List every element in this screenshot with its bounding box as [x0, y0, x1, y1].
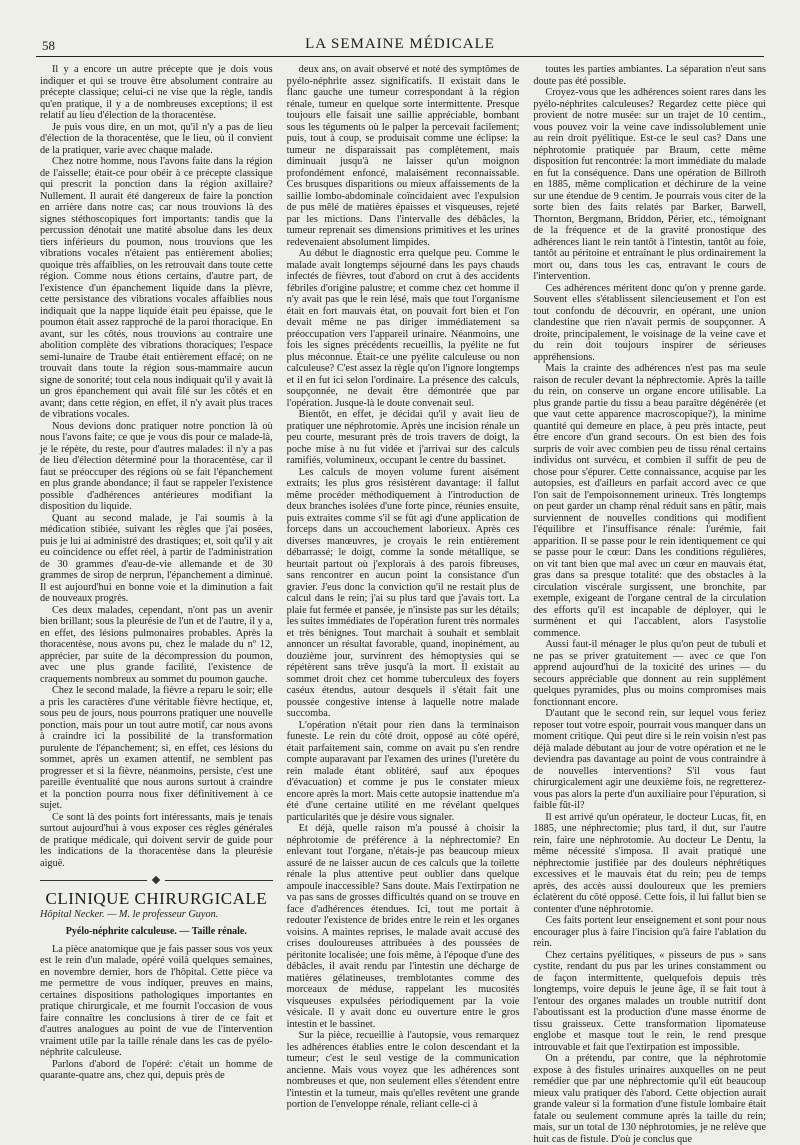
paragraph: Chez certains pyélitiques, « pisseurs de pus » sans cystite, rendant du pus par les urines constamment ou de façon intermittente, quelquefois depuis très longtemps, voire depuis le jeune âge, il se fait tout à l'entour des organes malades un trouble nutritif dont l'aboutissant est la production d'une masse énorme de tissu graisseux. Cette transformation lipomateuse englobe et masque tout le rein, le rend presque introuvable et fait que l'extirpation est impossible. [533, 949, 767, 1053]
paragraph: D'autant que le second rein, sur lequel vous feriez reposer tout votre espoir, pourrait vous manquer dans un moment critique. Qui peut dire si le rein voisin n'est pas déjà malade débutant au jour de votre opération et ne le deviendra pas davantage au point de vous contraindre à de nouvelles interventions? S'il vous faut chirurgicalement agir une deuxième fois, ne regretterez-vous pas alors la perte d'un auxiliaire pour l'épuration, si faible fût-il? [533, 708, 767, 811]
paragraph: L'opération n'était pour rien dans la terminaison funeste. Le rein du côté droit, opposé au côté opéré, était parfaitement sain, comme on avait pu s'en rendre compte auparavant par l'examen des urines (l'uretère du rein malade étant oblitéré, sauf aux époques d'évacuation) et comme je pus le constater mieux encore après la mort. Mais cette autopsie inattendue m'a été d'une certaine utilité en me révélant quelques particularités que je désire vous signaler. [286, 719, 520, 823]
paragraph: Aussi faut-il ménager le plus qu'on peut de tubuli et ne pas se priver gratuitement — avec ce que l'on apprend aujourd'hui de la toxicité des urines — du secours appréciable que donnent au rein supplément quelques pyramides, plus ou moins compromises mais fonctionnant encore. [533, 639, 767, 708]
paragraph: Bientôt, en effet, je décidai qu'il y avait lieu de pratiquer une néphrotomie. Après une incision rénale un peu courte, mesurant près de trois travers de doigt, la poche mise à nu fut vidée et j'arrivai sur des calculs ramifiés, volumineux, occupant le centre du bassinet. [286, 409, 520, 466]
paragraph: On a prétendu, par contre, que la néphrotomie expose à des fistules urinaires auxquelles on ne peut remédier que par une néphrectomie qu'il eût beaucoup mieux valu pratiquer dès l'abord. Cette objection aurait grande valeur si la formation d'une fistule lombaire était fatale ou seulement commune après la taille du rein; mais, sur un total de 130 néphrotomies, je ne relève que huit cas de fistule. D'où je conclus que [533, 1053, 767, 1145]
column-2 [287, 64, 520, 1115]
page-header [36, 36, 764, 57]
paragraph: Ces deux malades, cependant, n'ont pas un avenir bien brillant; sous la pleurésie de l'un et de l'autre, il y a, en effet, des lésions pulmonaires probables. Après la thoracentèse, nous avons pu, chez le malade du nº 12, apprécier, par suite de la décompression du poumon, avec une plus grande facilité, l'existence de craquements nombreux au sommet du poumon gauche. [40, 604, 273, 685]
paragraph: Parlons d'abord de l'opéré: c'était un homme de quarante-quatre ans, chez qui, depuis près de [40, 1058, 273, 1081]
paragraph: Au début le diagnostic erra quelque peu. Comme le malade avait longtemps séjourné dans les pays chauds infectés de fièvres, tout d'abord on crut à des accidents fébriles d'origine palustre; et comme chez cet homme il n'y avait pas que le rein lésé, mais que tout l'organisme était en fort mauvais état, on pouvait fort bien et l'on devait même ne pas diriger immédiatement sa préoccupation vers l'appareil urinaire. Néanmoins, une fois les signes précédents recueillis, la pyélite ne fut plus méconnue. Était-ce une pyélite calculeuse ou non calculeuse? C'est assez la règle qu'on l'ignore longtemps et il en fut ici selon l'ordinaire. La présence des calculs, soupçonnée, ne devait être démontrée que par l'opération. Jusque-là le doute convenait seul. [286, 248, 520, 409]
paragraph: Il est arrivé qu'un opérateur, le docteur Lucas, fit, en 1885, une néphrectomie; plus tard, il dut, sur l'autre rein, faire une néphrotomie. Au docteur Le Dentu, la même nécessité s'imposa. Il avait pratiqué une néphrectomie justifiée par des douleurs néphrétiques excessives et le mauvais état du rein; peu de temps après, des accès aussi douloureux que les premiers éclatèrent du côté opposé. Cette fois, il lui fallut bien se contenter d'une néphrotomie. [533, 811, 767, 915]
paragraph: Les calculs de moyen volume furent aisément extraits; les plus gros résistèrent davantage: il fallut même procéder méthodiquement à l'introduction de deux branches isolées d'une forte pince, réunies ensuite, puis extraites comme s'il se fût agi d'une application de forceps dans un accouchement laborieux. Après ces diverses manœuvres, je croyais le rein entièrement débarrassé; le doigt, comme la sonde métallique, se heurtait partout où j'explorais à des parois fibreuses, sans rencontrer en aucun point la consistance d'un gravier. J'eus donc la conviction qu'il ne restait plus de calcul dans le rein; j'ai su plus tard que j'avais tort. La plaie fut fermée et pansée, je n'insiste pas sur les détails; les suites immédiates de l'opération furent très normales et très bénignes. Tout marchait à souhait et semblait annoncer un résultat favorable, quand, inopinément, au douzième jour, survinrent des hémoptysies qui se répétèrent sans trêve jusqu'à la mort. Il existait au sommet droit chez cet homme tuberculeux des foyers caséux étendus, autour desquels il s'était fait une poussée congestive intense à laquelle notre malade succomba. [286, 466, 520, 719]
journal-title: LA SEMAINE MÉDICALE [305, 36, 495, 52]
paragraph: Ce sont là des points fort intéressants, mais je tenais surtout aujourd'hui à vous exposer ces règles générales de pratique médicale, qui doivent servir de guide pour les indications de la thoracentèse dans la pleurésie aiguë. [40, 811, 273, 869]
paragraph: toutes les parties ambiantes. La séparation n'eut sans doute pas été possible. [533, 64, 767, 87]
article-columns [40, 64, 767, 1145]
paragraph: Et déjà, quelle raison m'a poussé à choisir la néphrotomie de préférence à la néphrectomie? En enlevant tout l'organe, n'étais-je pas beaucoup mieux assuré de ne laisser aucun de ces calculs que la toilette rénale la plus attentive peut oublier dans quelque ampoule inaccessible? Sans doute. Mais l'extirpation ne va pas sans de grosses difficultés quand on se trouve en face d'adhérences étendues. Ici, tout me portait à redouter l'existence de brides entre le rein et les organes voisins. A maintes reprises, le malade avait accusé des crises douloureuses attribuées à des poussées de péritonite localisée; une fois même, à l'époque d'une des débâcles, il avait rendu par l'intestin une décharge de matières gélatineuses, tremblotantes comme des morceaux de méduse, rappelant les mucosités visqueuses expulsées périodiquement par la voie vésicale. Il y avait donc eu ouverture entre le gros intestin et le bassinet. [286, 823, 520, 1030]
paragraph: Mais la crainte des adhérences n'est pas ma seule raison de reculer devant la néphrectomie. Après la taille du rein, on conserve un organe encore utilisable. La plus grande partie du tissu a beau paraître dégénérée (et que vaut cette apparence macroscopique?), la minime quantité qui demeure en place, à peu près intacte, peut être encore d'un grand secours. On est bien des fois surpris de voir avec combien peu de tissu rénal certains individus ont survécu, et combien il suffit de peu de chose pour s'épurer. Cette connaissance, acquise par les autopsies, est d'ailleurs en parfait accord avec ce que l'on sait de l'empoisonnement urineux. Très longtemps on peut garder un champ rénal réduit sans en pâtir, mais surviennent de nouvelles conditions qui modifient l'équilibre et l'insuffisance rénale: l'urémie, fait apparition. Il se passe pour le rein identiquement ce qui se passe pour le cœur: Dans les conditions régulières, on vit tant bien que mal avec un cœur en mauvais état, gras dans sa presque totalité: que des obstacles à la circulation viscérale surgissent, une bronchite, par exemple, exigeant de l'organe central de la circulation des efforts qu'il est incapable de déployer, qui le surmènent et qui l'accablent, alors l'asystolie commence. [533, 363, 767, 639]
article-heading: Pyélo-néphrite calculeuse. — Taille rénale. [65, 926, 247, 937]
paragraph: La pièce anatomique que je fais passer sous vos yeux est le rein d'un malade, opéré voilà quelques semaines, en novembre dernier, hors de l'hôpital. Cette pièce va me permettre de vous indiquer, preuves en mains, certaines dispositions pathologiques importantes en pratique chirurgicale, et me fournit l'occasion de vous faire connaître les conclusions à tirer de ce fait et d'autres analogues au point de vue de l'intervention vraiment utile par la taille rénale dans les cas de pyélo-néphrite calculeuse. [40, 943, 273, 1058]
paragraph: Chez le second malade, la fièvre a reparu le soir; elle a pris les caractères d'une véritable fièvre hectique, et, sous peu de jours, nous pourrons pratiquer une nouvelle ponction, mais pour un tout autre motif, car nous avons à craindre ici la possibilité de la transformation purulente de l'épanchement; si, en effet, ces lésions du sommet, après un examen attentif, ne semblent pas progresser et si la fièvre, néanmoins, persiste, c'est une pareille éventualité que nous aurons surtout à craindre et la ponction pourra nous fixer définitivement à ce sujet. [40, 685, 273, 811]
paragraph: Il y a encore un autre précepte que je dois vous indiquer et qui se trouve être absolument contraire au précepte classique; celui-ci ne vise que la règle, tandis qu'en pratique, il y a de nombreuses exceptions; il est relatif au lieu d'élection de la thoracentèse. [40, 64, 273, 121]
paragraph: Chez notre homme, nous l'avons faite dans la région de l'aisselle; était-ce pour obéir à ce précepte classique qui prescrit la ponction dans la région axillaire? Nullement. Il aurait été dangereux de faire la ponction en arrière dans notre cas; car nous trouvions là des signes stéthoscopiques fort importants: tandis que la percussion dénotait une matité absolue dans les deux tiers inférieurs du poumon, nous trouvions que les vibrations vocales n'étaient pas entièrement abolies; quoique très affaiblies, on les retrouvait dans toute cette région. Comme nous étions certains, d'autre part, de l'existence d'un épanchement liquide dans la plèvre, cette persistance des vibrations vocales affaiblies nous indiquait que la nappe liquide était peu épaisse, que le poumon était assez rapproché de la paroi thoracique. En avant, sur les côtés, nous trouvions au contraire une abolition complète des vibrations thoraciques; l'espace semi-lunaire de Traube était entièrement effacé; on ne trouvait dans toute la région sous-mammaire aucun signe de sonorité; tout cela nous indiquait qu'il y avait là un gros épanchement qui avait filé sur les côtés et en avant; dans cette région, en effet, il n'y avait plus traces de vibrations vocales. [40, 156, 273, 420]
section-title: CLINIQUE CHIRURGICALE [45, 889, 268, 908]
column-3 [533, 64, 767, 1145]
paragraph: Sur la pièce, recueillie à l'autopsie, vous remarquez les adhérences établies entre le colon descendant et la tumeur; c'est le seul vestige de la communication ancienne. Mais vous voyez que les adhérences sont nombreuses et que, non seulement elles s'étendent entre l'intestin et la tumeur, mais qu'elles revêtent une grande portion de l'enveloppe rénale, reliant celle-ci à [286, 1030, 520, 1110]
paragraph: Croyez-vous que les adhérences soient rares dans les pyélo-néphrites calculeuses? Regardez cette pièce qui provient de notre musée: sur un trajet de 10 centim., vous pouvez voir la veine cave indissolublement unie au rein droit pyélitique. Est-ce le seul cas? Dans une néphrotomie pratiquée par Braum, cette même disposition fut rencontrée: la mort immédiate du malade en fut la conséquence. Dans une opération de Billroth en 1885, même complication et déchirure de la veine sur une étendue de 9 centim. Je pourrais vous citer de la sorte bien des faits relatés par Barker, Barwell, Thornton, Bergmann, Briddon, Périer, etc., témoignant de la fréquence et de la gravité pronostique des adhérences liant le rein tantôt à l'intestin, tantôt au foie, tantôt au péritoine et entraînant le plus ordinairement la mort ou, dans tous les cas, entravant le cours de l'intervention. [533, 87, 767, 282]
column-1 [40, 64, 273, 1115]
paragraph: Je puis vous dire, en un mot, qu'il n'y a pas de lieu d'élection de la thoracentèse, que le lieu, où il convient de la pratiquer, varie avec chaque malade. [40, 121, 273, 156]
paragraph: Quant au second malade, je l'ai soumis à la médication stibiée, suivant les règles que j'ai posées, puis je lui ai administré des drastiques; et, soit qu'il y ait eu coïncidence ou effet réel, à partir de l'administration de 30 grammes d'eau-de-vie allemande et de 30 grammes de sirop de nerprun, l'épanchement a diminué. Il est aujourd'hui en bonne voie et la diminution a fait de nouveaux progrès. [40, 512, 273, 604]
paragraph: Nous devions donc pratiquer notre ponction là où nous l'avons faite; ce que je vous dis pour ce malade-là, je le répète, du reste, pour d'autres malades: il n'y a pas de lieu d'élection déterminé pour la thoracentèse, car il faut se préoccuper des régions où se fait l'épanchement en plus grande abondance; il faut se rappeler l'existence possible d'adhérences antérieures modifiant la disposition du liquide. [40, 420, 273, 512]
section-subtitle: Hôpital Necker. — M. le professeur Guyon. [40, 908, 219, 920]
page-number: 58 [42, 38, 55, 53]
paragraph: Ces faits portent leur enseignement et sont pour nous encourager plus à faire l'incision qu'à faire l'ablation du rein. [533, 915, 767, 949]
paragraph: Ces adhérences méritent donc qu'on y prenne garde. Souvent elles s'établissent silencieusement et l'on est tout confondu de découvrir, en opérant, une union clandestine que rien n'avait permis de soupçonner. A droite, principalement, le voisinage de la veine cave et du rein doit toujours inspirer de sérieuses appréhensions. [533, 282, 767, 363]
paragraph: deux ans, on avait observé et noté des symptômes de pyélo-néphrite assez significatifs. Il existait dans le flanc gauche une tumeur correspondant à la région rénale, tumeur en quelque sorte intermittente. Presque toujours elle faisait une saillie appréciable, bombant sous les téguments où le palper la percevait facilement; puis, tout à coup, se produisait comme une éclipse: la tumeur ne disparaissait pas complètement, mais diminuait jusqu'à ne laisser qu'un moignon profondément enfoncé, malaisément reconnaissable. Ces brusques disparitions ou mieux affaissements de la saillie lombo-abdominale coïncidaient avec l'expulsion de pus mêlé de matières épaisses et visqueuses, rejeté par les mictions. Dans l'intervalle des débâcles, la tumeur reprenait ses dimensions primitives et les urines redevenaient absolument limpides. [286, 64, 520, 248]
section-divider [40, 877, 273, 883]
